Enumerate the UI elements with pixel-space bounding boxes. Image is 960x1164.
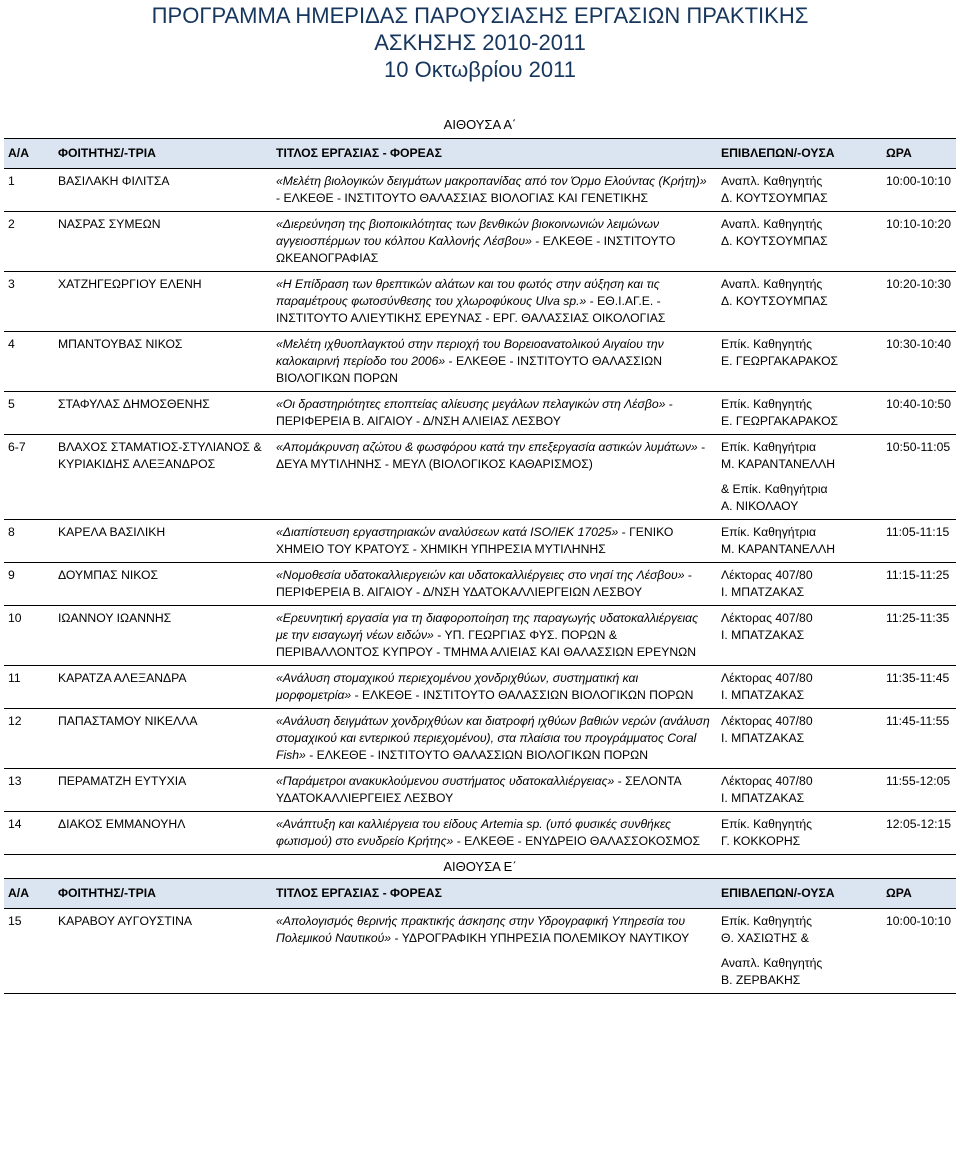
table-row [4, 212, 956, 272]
cell-number [4, 563, 54, 606]
cell-number [4, 332, 54, 392]
supervisor-rank: Επίκ. Καθηγητής [721, 817, 813, 831]
cell-number [4, 435, 54, 520]
cell-student [54, 392, 272, 435]
cell-title [272, 709, 717, 769]
work-organisation: - ΕΛΚΕΘΕ - ΕΝΥΔΡΕΙΟ ΘΑΛΑΣΣΟΚΟΣΜΟΣ [453, 834, 701, 848]
cell-title [272, 812, 717, 855]
supervisor-name: Ι. ΜΠΑΤΖΑΚΑΣ [721, 628, 805, 642]
cell-number [4, 272, 54, 332]
row-number: 6-7 [8, 440, 26, 454]
cell-student [54, 332, 272, 392]
work-organisation: - ΕΛΚΕΘΕ - ΙΝΣΤΙΤΟΥΤΟ ΘΑΛΑΣΣΙΩΝ ΒΙΟΛΟΓΙΚΩΝ ΠΟΡΩΝ [276, 354, 663, 385]
supervisor-name: Ι. ΜΠΑΤΖΑΚΑΣ [721, 688, 805, 702]
cell-supervisor [717, 169, 882, 212]
table-row [4, 169, 956, 212]
cell-time [882, 769, 956, 812]
student-name: ΒΛΑΧΟΣ ΣΤΑΜΑΤΙΟΣ-ΣΤΥΛΙΑΝΟΣ & ΚΥΡΙΑΚΙΔΗΣ ΑΛΕΞΑΝΔΡΟΣ [58, 440, 262, 471]
work-organisation: - ΕΛΚΕΘΕ - ΙΝΣΤΙΤΟΥΤΟ ΘΑΛΑΣΣΙΩΝ ΒΙΟΛΟΓΙΚΩΝ ΠΟΡΩΝ [351, 688, 694, 702]
supervisor-rank: & Επίκ. Καθηγήτρια [721, 482, 828, 496]
work-organisation: - ΔΕΥΑ ΜΥΤΙΛΗΝΗΣ - ΜΕΥΛ (ΒΙΟΛΟΓΙΚΟΣ ΚΑΘΑΡΙΣΜΟΣ) [276, 440, 706, 471]
table-row [4, 520, 956, 563]
supervisor-name: Δ. ΚΟΥΤΣΟΥΜΠΑΣ [721, 294, 828, 308]
cell-time [882, 666, 956, 709]
work-title: «Απολογισμός θερινής πρακτικής άσκησης στην Υδρογραφική Υπηρεσία του Πολεμικού Ναυτικού» [276, 914, 686, 945]
cell-time [882, 812, 956, 855]
cell-student [54, 272, 272, 332]
work-title: «Μελέτη βιολογικών δειγμάτων μακροπανίδας από τον Όρμο Ελούντας (Κρήτη)» [276, 174, 707, 188]
cell-student [54, 563, 272, 606]
cell-title [272, 169, 717, 212]
cell-title [272, 520, 717, 563]
cell-student [54, 169, 272, 212]
table-row [4, 812, 956, 855]
table-row [4, 332, 956, 392]
supervisor-rank: Αναπλ. Καθηγητής [721, 174, 823, 188]
cell-time [882, 435, 956, 520]
row-number: 11 [8, 671, 21, 685]
work-organisation: - ΥΠ. ΓΕΩΡΓΙΑΣ ΦΥΣ. ΠΟΡΩΝ & ΠΕΡΙΒΑΛΛΟΝΤΟΣ ΚΥΠΡΟΥ - ΤΜΗΜΑ ΑΛΙΕΙΑΣ ΚΑΙ ΘΑΛΑΣΣΙΩΝ ΕΡΕΥΝΩΝ [276, 628, 697, 659]
cell-time [882, 392, 956, 435]
row-number: 4 [8, 337, 15, 351]
cell-supervisor [717, 812, 882, 855]
time-slot: 11:15-11:25 [886, 568, 950, 582]
row-number: 9 [8, 568, 15, 582]
time-slot: 11:35-11:45 [886, 671, 950, 685]
supervisor-name: Δ. ΚΟΥΤΣΟΥΜΠΑΣ [721, 234, 828, 248]
time-slot: 10:30-10:40 [886, 337, 952, 351]
time-slot: 12:05-12:15 [886, 817, 952, 831]
table-row [4, 709, 956, 769]
cell-time [882, 272, 956, 332]
table-row [4, 392, 956, 435]
cell-title [272, 666, 717, 709]
work-title: «Διαπίστευση εργαστηριακών αναλύσεων κατά ISO/IEK 17025» [276, 525, 619, 539]
row-number: 15 [8, 914, 22, 928]
col-time: ΩΡΑ [886, 886, 912, 900]
work-organisation: - ΠΕΡΙΦΕΡΕΙΑ Β. ΑΙΓΑΙΟΥ - Δ/ΝΣΗ ΑΛΙΕΙΑΣ ΛΕΣΒΟΥ [276, 397, 673, 428]
cell-student [54, 909, 272, 994]
supervisor-name: Β. ΖΕΡΒΑΚΗΣ [721, 973, 801, 987]
cell-number [4, 606, 54, 666]
work-title: «Μελέτη ιχθυοπλαγκτού στην περιοχή του Βορειοανατολικού Αιγαίου την καλοκαιρινή περίοδο του 2006» [276, 337, 664, 368]
time-slot: 11:05-11:15 [886, 525, 950, 539]
room-e-rows [4, 909, 956, 994]
supervisor-name: Δ. ΚΟΥΤΣΟΥΜΠΑΣ [721, 191, 828, 205]
cell-title [272, 606, 717, 666]
cell-time [882, 520, 956, 563]
cell-student [54, 212, 272, 272]
cell-student [54, 520, 272, 563]
cell-number [4, 769, 54, 812]
cell-title [272, 563, 717, 606]
cell-student [54, 435, 272, 520]
student-name: ΚΑΡΑΒΟΥ ΑΥΓΟΥΣΤΙΝΑ [58, 914, 193, 928]
cell-title [272, 332, 717, 392]
supervisor-name: Ε. ΓΕΩΡΓΑΚΑΡΑΚΟΣ [721, 354, 839, 368]
work-organisation: - ΕΛΚΕΘΕ - ΙΝΣΤΙΤΟΥΤΟ ΘΑΛΑΣΣΙΩΝ ΒΙΟΛΟΓΙΚΩΝ ΠΟΡΩΝ [305, 748, 649, 762]
table-row [4, 563, 956, 606]
cell-student [54, 606, 272, 666]
table-row [4, 272, 956, 332]
cell-title [272, 909, 717, 994]
cell-number [4, 709, 54, 769]
cell-supervisor [717, 666, 882, 709]
work-title: «Ανάπτυξη και καλλιέργεια του είδους Artemia sp. (υπό φυσικές συνθήκες φωτισμού) στο ενυδρείο Κρήτης» [276, 817, 671, 848]
supervisor-name: Ε. ΓΕΩΡΓΑΚΑΡΑΚΟΣ [721, 414, 839, 428]
supervisor-rank: Επίκ. Καθηγητής [721, 914, 813, 928]
table-row [4, 435, 956, 520]
cell-number [4, 520, 54, 563]
table-row [4, 909, 956, 994]
student-name: ΚΑΡΑΤΖΑ ΑΛΕΞΑΝΔΡΑ [58, 671, 187, 685]
cell-number [4, 169, 54, 212]
cell-supervisor [717, 212, 882, 272]
supervisor-name: Γ. ΚΟΚΚΟΡΗΣ [721, 834, 801, 848]
page-title [0, 0, 960, 83]
cell-title [272, 435, 717, 520]
supervisor-name: Ι. ΜΠΑΤΖΑΚΑΣ [721, 731, 805, 745]
col-aa: Α/Α [8, 886, 29, 900]
work-organisation: - ΥΔΡΟΓΡΑΦΙΚΗ ΥΠΗΡΕΣΙΑ ΠΟΛΕΜΙΚΟΥ ΝΑΥΤΙΚΟΥ [391, 931, 690, 945]
table-row [4, 769, 956, 812]
cell-supervisor [717, 709, 882, 769]
supervisor-rank: Αναπλ. Καθηγητής [721, 277, 823, 291]
row-number: 1 [8, 174, 15, 188]
student-name: ΣΤΑΦΥΛΑΣ ΔΗΜΟΣΘΕΝΗΣ [58, 397, 210, 411]
time-slot: 10:10-10:20 [886, 217, 952, 231]
col-title: ΤΙΤΛΟΣ ΕΡΓΑΣΙΑΣ - ΦΟΡΕΑΣ [276, 886, 442, 900]
work-organisation: - ΣΕΛΟΝΤΑ ΥΔΑΤΟΚΑΛΛΙΕΡΓΕΙΕΣ ΛΕΣΒΟΥ [276, 774, 681, 805]
cell-number [4, 812, 54, 855]
student-name: ΝΑΣΡΑΣ ΣΥΜΕΩΝ [58, 217, 161, 231]
cell-number [4, 392, 54, 435]
time-slot: 10:00-10:10 [886, 914, 952, 928]
work-title: «Ανάλυση στομαχικού περιεχομένου χονδριχθύων, συστηματική και μορφομετρία» [276, 671, 639, 702]
row-number: 2 [8, 217, 15, 231]
time-slot: 10:50-11:05 [886, 440, 951, 454]
title-line-3: 10 Οκτωβρίου 2011 [384, 57, 576, 82]
room-a-rows [4, 169, 956, 855]
row-number: 13 [8, 774, 22, 788]
time-slot: 10:20-10:30 [886, 277, 952, 291]
work-organisation: - ΕΛΚΕΘΕ - ΙΝΣΤΙΤΟΥΤΟ ΘΑΛΑΣΣΙΑΣ ΒΙΟΛΟΓΙΑΣ ΚΑΙ ΓΕΝΕΤΙΚΗΣ [276, 191, 649, 205]
work-organisation: - ΓΕΝΙΚΟ ΧΗΜΕΙΟ ΤΟΥ ΚΡΑΤΟΥΣ - ΧΗΜΙΚΗ ΥΠΗΡΕΣΙΑ ΜΥΤΙΛΗΝΗΣ [276, 525, 674, 556]
title-line-2: ΑΣΚΗΣΗΣ 2010-2011 [374, 30, 586, 55]
cell-time [882, 563, 956, 606]
student-name: ΙΩΑΝΝΟΥ ΙΩΑΝΝΗΣ [58, 611, 172, 625]
title-line-1: ΠΡΟΓΡΑΜΜΑ ΗΜΕΡΙΔΑΣ ΠΑΡΟΥΣΙΑΣΗΣ ΕΡΓΑΣΙΩΝ ΠΡΑΚΤΙΚΗΣ [151, 3, 809, 28]
work-title: «Ανάλυση δειγμάτων χονδριχθύων και διατροφή ιχθύων βαθιών νερών (ανάλυση στομαχικού και εντερικού περιεχομένου), στα πλαίσια του προγράμματος Coral Fish» [276, 714, 710, 762]
cell-title [272, 272, 717, 332]
supervisor-rank: Επίκ. Καθηγήτρια [721, 440, 817, 454]
work-organisation: - ΠΕΡΙΦΕΡΕΙΑ Β. ΑΙΓΑΙΟΥ - Δ/ΝΣΗ ΥΔΑΤΟΚΑΛΛΙΕΡΓΕΙΩΝ ΛΕΣΒΟΥ [276, 568, 692, 599]
work-title: «Παράμετροι ανακυκλούμενου συστήματος υδατοκαλλιέργειας» [276, 774, 615, 788]
supervisor-rank: Λέκτορας 407/80 [721, 568, 813, 582]
cell-supervisor [717, 909, 882, 994]
cell-supervisor [717, 332, 882, 392]
col-supervisor: ΕΠΙΒΛΕΠΩΝ/-ΟΥΣΑ [721, 146, 835, 160]
cell-supervisor [717, 520, 882, 563]
cell-student [54, 769, 272, 812]
row-number: 8 [8, 525, 15, 539]
table-header-e [4, 879, 956, 909]
cell-time [882, 606, 956, 666]
supervisor-name: Α. ΝΙΚΟΛΑΟΥ [721, 499, 799, 513]
supervisor-rank: Λέκτορας 407/80 [721, 774, 813, 788]
student-name: ΔΙΑΚΟΣ ΕΜΜΑΝΟΥΗΛ [58, 817, 186, 831]
work-title: «Διερεύνηση της βιοποικιλότητας των βενθικών βιοκοινωνιών λειμώνων αγγειοσπέρμων του κόλπου Καλλονής Λέσβου» [276, 217, 660, 248]
schedule-table-room-e [4, 878, 956, 994]
cell-supervisor [717, 272, 882, 332]
table-header [4, 139, 956, 169]
cell-student [54, 666, 272, 709]
table-row [4, 666, 956, 709]
supervisor-rank: Αναπλ. Καθηγητής [721, 217, 823, 231]
row-number: 10 [8, 611, 22, 625]
col-aa: Α/Α [8, 146, 29, 160]
cell-title [272, 212, 717, 272]
cell-supervisor [717, 563, 882, 606]
time-slot: 10:40-10:50 [886, 397, 952, 411]
student-name: ΠΕΡΑΜΑΤΖΗ ΕΥΤΥΧΙΑ [58, 774, 187, 788]
row-number: 14 [8, 817, 22, 831]
student-name: ΔΟΥΜΠΑΣ ΝΙΚΟΣ [58, 568, 159, 582]
row-number: 12 [8, 714, 22, 728]
cell-number [4, 666, 54, 709]
supervisor-name: Μ. ΚΑΡΑΝΤΑΝΕΛΛΗ [721, 542, 836, 556]
supervisor-name: Ι. ΜΠΑΤΖΑΚΑΣ [721, 791, 805, 805]
room-a-label: ΑΙΘΟΥΣΑ Α΄ [443, 117, 517, 132]
cell-title [272, 392, 717, 435]
supervisor-rank: Επίκ. Καθηγητής [721, 397, 813, 411]
cell-student [54, 812, 272, 855]
work-organisation: - ΕΛΚΕΘΕ - ΙΝΣΤΙΤΟΥΤΟ ΩΚΕΑΝΟΓΡΑΦΙΑΣ [276, 234, 676, 265]
cell-number [4, 909, 54, 994]
cell-supervisor [717, 435, 882, 520]
cell-time [882, 332, 956, 392]
supervisor-rank: Επίκ. Καθηγήτρια [721, 525, 817, 539]
time-slot: 11:45-11:55 [886, 714, 950, 728]
work-title: «Νομοθεσία υδατοκαλλιεργειών και υδατοκαλλιέργειες στο νησί της Λέσβου» [276, 568, 685, 582]
work-title: «Απομάκρυνση αζώτου & φωσφόρου κατά την επεξεργασία αστικών λυμάτων» [276, 440, 698, 454]
student-name: ΧΑΤΖΗΓΕΩΡΓΙΟΥ ΕΛΕΝΗ [58, 277, 202, 291]
student-name: ΜΠΑΝΤΟΥΒΑΣ ΝΙΚΟΣ [58, 337, 183, 351]
supervisor-rank: Επίκ. Καθηγητής [721, 337, 813, 351]
table-row [4, 606, 956, 666]
supervisor-rank: Αναπλ. Καθηγητής [721, 956, 823, 970]
cell-time [882, 212, 956, 272]
work-title: «Ερευνητική εργασία για τη διαφοροποίηση της παραγωγής υδατοκαλλιέργειας με την εισαγωγή νέων ειδών» [276, 611, 699, 642]
student-name: ΒΑΣΙΛΑΚΗ ΦΙΛΙΤΣΑ [58, 174, 170, 188]
work-organisation: - ΕΘ.Ι.ΑΓ.Ε. - ΙΝΣΤΙΤΟΥΤΟ ΑΛΙΕΥΤΙΚΗΣ ΕΡΕΥΝΑΣ - ΕΡΓ. ΘΑΛΑΣΣΙΑΣ ΟΙΚΟΛΟΓΙΑΣ [276, 294, 666, 325]
supervisor-name: Ι. ΜΠΑΤΖΑΚΑΣ [721, 585, 805, 599]
supervisor-name: Θ. ΧΑΣΙΩΤΗΣ & [721, 931, 809, 945]
cell-supervisor [717, 769, 882, 812]
cell-time [882, 169, 956, 212]
supervisor-rank: Λέκτορας 407/80 [721, 611, 813, 625]
cell-number [4, 212, 54, 272]
work-title: «Οι δραστηριότητες εποπτείας αλίευσης μεγάλων πελαγικών στη Λέσβο» [276, 397, 666, 411]
schedule-table-room-a [4, 138, 956, 855]
cell-supervisor [717, 392, 882, 435]
time-slot: 11:55-12:05 [886, 774, 951, 788]
col-time: ΩΡΑ [886, 146, 912, 160]
cell-time [882, 709, 956, 769]
time-slot: 11:25-11:35 [886, 611, 950, 625]
time-slot: 10:00-10:10 [886, 174, 952, 188]
supervisor-rank: Λέκτορας 407/80 [721, 671, 813, 685]
supervisor-name: Μ. ΚΑΡΑΝΤΑΝΕΛΛΗ [721, 457, 836, 471]
row-number: 5 [8, 397, 15, 411]
col-title: ΤΙΤΛΟΣ ΕΡΓΑΣΙΑΣ - ΦΟΡΕΑΣ [276, 146, 442, 160]
student-name: ΚΑΡΕΛΑ ΒΑΣΙΛΙΚΗ [58, 525, 166, 539]
col-supervisor: ΕΠΙΒΛΕΠΩΝ/-ΟΥΣΑ [721, 886, 835, 900]
cell-supervisor [717, 606, 882, 666]
cell-time [882, 909, 956, 994]
cell-student [54, 709, 272, 769]
row-number: 3 [8, 277, 15, 291]
work-title: «Η Επίδραση των θρεπτικών αλάτων και του φωτός στην αύξηση και τις παραμέτρους φωτοσύνθεσης του χλωροφύκους Ulva sp.» [276, 277, 660, 308]
supervisor-rank: Λέκτορας 407/80 [721, 714, 813, 728]
cell-title [272, 769, 717, 812]
col-student: ΦΟΙΤΗΤΗΣ/-ΤΡΙΑ [58, 886, 156, 900]
student-name: ΠΑΠΑΣΤΑΜΟΥ ΝΙΚΕΛΛΑ [58, 714, 198, 728]
room-e-label: ΑΙΘΟΥΣΑ Ε΄ [443, 859, 517, 874]
col-student: ΦΟΙΤΗΤΗΣ/-ΤΡΙΑ [58, 146, 156, 160]
